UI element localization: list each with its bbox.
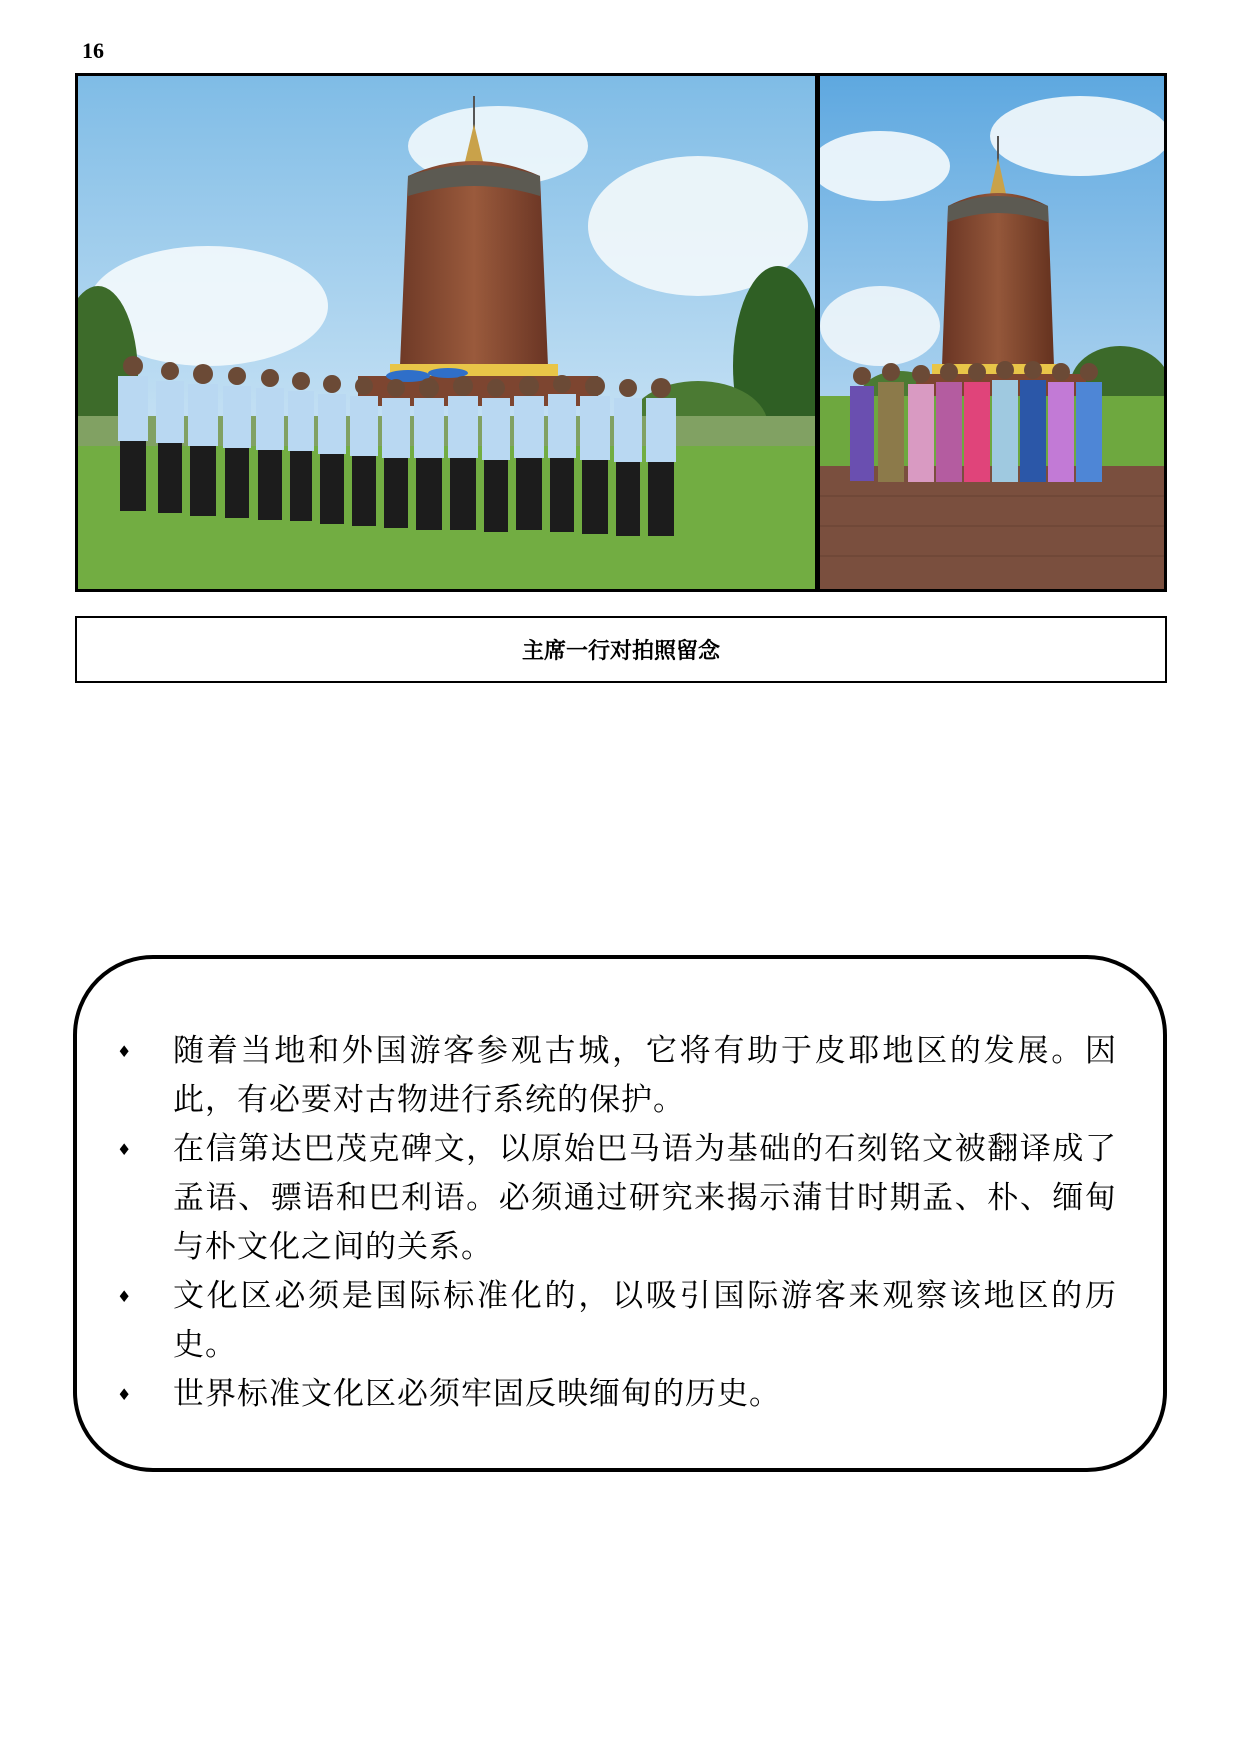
diamond-bullet-icon: ♦	[117, 1140, 133, 1159]
bullet-item	[107, 1370, 1117, 1419]
men-group-figures	[118, 356, 676, 536]
bullet-item	[107, 1027, 1117, 1125]
bullet-item	[107, 1125, 1117, 1272]
bullet-points-box	[73, 955, 1167, 1472]
bullet-text: 世界标准文化区必须牢固反映缅甸的历史。	[173, 1376, 781, 1412]
pagoda-men-photo-illustration	[78, 76, 815, 589]
bullet-text: 随着当地和外国游客参观古城，它将有助于皮耶地区的发展。因此，有必要对古物进行系统的保护。	[173, 1033, 1117, 1118]
photo-caption	[75, 616, 1167, 683]
photo-caption-text: 主席一行对拍照留念	[521, 639, 720, 664]
page-number: 16	[82, 38, 104, 63]
bullet-list	[107, 1027, 1117, 1419]
photo-pagoda-women-group	[820, 76, 1164, 589]
photo-frame	[75, 73, 1167, 592]
photo-pagoda-men-group	[78, 76, 815, 589]
bullet-text: 在信第达巴茂克碑文，以原始巴马语为基础的石刻铭文被翻译成了孟语、骠语和巴利语。必须通过研究来揭示蒲甘时期孟、朴、缅甸与朴文化之间的关系。	[173, 1131, 1117, 1265]
bullet-text: 文化区必须是国际标准化的，以吸引国际游客来观察该地区的历史。	[173, 1278, 1117, 1363]
women-group-figures	[850, 361, 1102, 482]
bullet-item	[107, 1272, 1117, 1370]
pagoda-women-photo-illustration	[820, 76, 1164, 589]
diamond-bullet-icon: ♦	[117, 1042, 133, 1061]
diamond-bullet-icon: ♦	[117, 1385, 133, 1404]
diamond-bullet-icon: ♦	[117, 1287, 133, 1306]
